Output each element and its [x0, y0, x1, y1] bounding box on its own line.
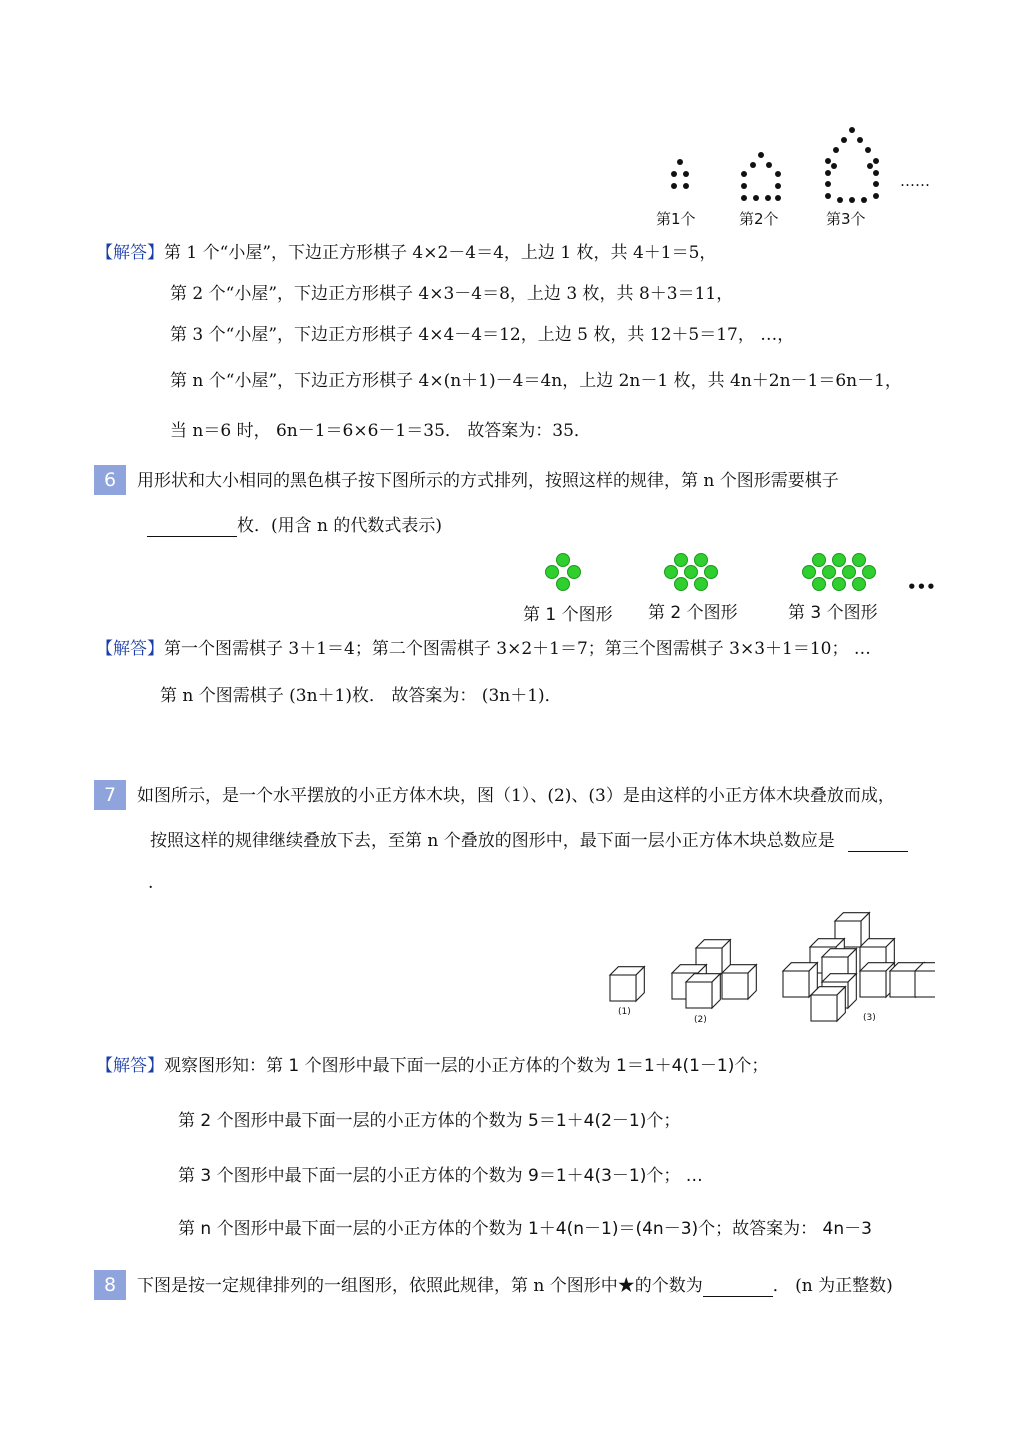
house-dot — [825, 193, 831, 199]
house-dot — [765, 195, 771, 201]
house-dot — [775, 171, 781, 177]
house-dot — [758, 152, 764, 158]
house-label-2: 第2个 — [739, 210, 779, 228]
green-dot — [695, 554, 708, 567]
cube-front — [686, 982, 712, 1008]
house-dot — [741, 195, 747, 201]
question-6-text: 用形状和大小相同的黑色棋子按下图所示的方式排列，按照这样的规律，第 n 个图形需要棋子 — [137, 471, 839, 491]
house-dot — [833, 147, 839, 153]
green-dot — [685, 566, 698, 579]
house-dot — [683, 183, 689, 189]
green-dot — [675, 578, 688, 591]
green-dot — [833, 578, 846, 591]
cube-front — [915, 971, 935, 997]
house-ellipsis: …… — [900, 172, 930, 190]
cube-label-2: (2) — [694, 1015, 707, 1025]
house-dot — [865, 147, 871, 153]
house-dot — [683, 171, 689, 177]
solution-tag: 【解答】 — [96, 639, 164, 659]
cube-figure — [600, 905, 935, 1030]
house-dot-figure — [640, 120, 940, 235]
solution-7-line-3: 第 3 个图形中最下面一层的小正方体的个数为 9＝1＋4(3－1)个； … — [178, 1166, 703, 1186]
green-dot — [833, 554, 846, 567]
house-dot — [849, 197, 855, 203]
cube-label-1: (1) — [618, 1007, 631, 1017]
green-dot — [843, 566, 856, 579]
green-dot — [863, 566, 876, 579]
green-dot-figure — [520, 548, 940, 628]
question-number-8: 8 — [94, 1270, 126, 1300]
house-label-1: 第1个 — [656, 210, 696, 228]
solution-6-line-2: 第 n 个图需棋子 (3n＋1)枚． 故答案为： (3n＋1)． — [160, 686, 562, 706]
house-dot — [775, 183, 781, 189]
cube-front — [811, 995, 837, 1021]
green-label-1: 第 1 个图形 — [523, 605, 613, 625]
house-dot — [741, 183, 747, 189]
house-dot — [867, 163, 873, 169]
house-dot — [753, 195, 759, 201]
cube-front — [860, 971, 886, 997]
green-dot — [813, 578, 826, 591]
solution-tag: 【解答】 — [96, 1056, 164, 1076]
house-dot — [677, 159, 683, 165]
house-dot — [861, 197, 867, 203]
solution-7-line-1 — [96, 1055, 768, 1077]
solution-text: 观察图形知：第 1 个图形中最下面一层的小正方体的个数为 1＝1＋4(1－1)个； — [164, 1056, 769, 1076]
house-dot — [849, 127, 855, 133]
green-dot — [823, 566, 836, 579]
question-6-line-2 — [147, 515, 442, 537]
green-dot — [813, 554, 826, 567]
solution-5-line-4: 第 n 个“小屋”，下边正方形棋子 4×(n＋1)－4＝4n，上边 2n－1 枚，共 4n＋2n－1＝6n－1， — [170, 371, 902, 391]
green-ellipsis: ••• — [907, 578, 936, 596]
green-label-3: 第 3 个图形 — [788, 603, 878, 623]
house-dot — [741, 171, 747, 177]
question-number-7: 7 — [94, 780, 126, 810]
house-dot — [766, 162, 772, 168]
house-dot — [873, 158, 879, 164]
solution-tag: 【解答】 — [96, 243, 164, 263]
solution-6-line-1 — [96, 638, 871, 660]
house-dot — [873, 193, 879, 199]
cube-front — [890, 971, 916, 997]
solution-7-line-2: 第 2 个图形中最下面一层的小正方体的个数为 5＝1＋4(2－1)个； — [178, 1111, 681, 1131]
house-dot — [825, 181, 831, 187]
question-8-tail: ． (n 为正整数) — [772, 1276, 893, 1296]
green-dot — [665, 566, 678, 579]
solution-5-line-3: 第 3 个“小屋”，下边正方形棋子 4×4－4＝12，上边 5 枚，共 12＋5＝17， …， — [170, 325, 795, 345]
question-6-suffix: 枚．(用含 n 的代数式表示) — [237, 516, 443, 536]
green-dot — [695, 578, 708, 591]
solution-text: 第 1 个“小屋”，下边正方形棋子 4×2－4＝4，上边 1 枚，共 4＋1＝5， — [164, 243, 717, 263]
green-dot — [705, 566, 718, 579]
cube-label-3: (3) — [863, 1013, 876, 1023]
green-dot — [675, 554, 688, 567]
green-dot — [557, 554, 570, 567]
solution-7-line-4: 第 n 个图形中最下面一层的小正方体的个数为 1＋4(n－1)＝(4n－3)个；故答案为： 4n－3 — [178, 1219, 872, 1239]
house-label-3: 第3个 — [826, 210, 866, 228]
question-8-text — [137, 1275, 893, 1297]
question-7-line-3: . — [148, 873, 154, 893]
house-dot — [873, 181, 879, 187]
solution-5-line-5: 当 n＝6 时， 6n－1＝6×6－1＝35． 故答案为：35． — [170, 421, 591, 441]
house-dot — [671, 171, 677, 177]
question-7-text-2: 按照这样的规律继续叠放下去，至第 n 个叠放的图形中，最下面一层小正方体木块总数应是 — [150, 831, 835, 851]
house-dot — [831, 163, 837, 169]
house-dot — [857, 137, 863, 143]
house-dot — [841, 137, 847, 143]
house-dot — [837, 197, 843, 203]
question-number-6: 6 — [94, 465, 126, 495]
solution-5-line-2: 第 2 个“小屋”，下边正方形棋子 4×3－4＝8，上边 3 枚，共 8＋3＝11， — [170, 284, 734, 304]
green-dot — [568, 566, 581, 579]
house-dot — [873, 170, 879, 176]
answer-blank[interactable] — [703, 1296, 773, 1297]
cube-stacks-svg — [600, 905, 935, 1030]
solution-text: 第一个图需棋子 3＋1＝4；第二个图需棋子 3×2＋1＝7；第三个图需棋子 3×3＋1＝10； … — [164, 639, 871, 659]
green-dot — [557, 578, 570, 591]
green-dots-svg — [520, 548, 940, 600]
answer-blank[interactable] — [848, 851, 908, 852]
question-7-line-2 — [150, 830, 908, 852]
green-dot — [853, 554, 866, 567]
cube-front — [722, 973, 748, 999]
house-dot — [671, 183, 677, 189]
solution-5-line-1 — [96, 242, 716, 264]
house-dot — [775, 195, 781, 201]
cube-front — [610, 975, 636, 1001]
green-dot — [546, 566, 559, 579]
green-dot — [803, 566, 816, 579]
house-dot — [750, 162, 756, 168]
green-dot — [853, 578, 866, 591]
answer-blank[interactable] — [147, 536, 237, 537]
question-7-text: 如图所示，是一个水平摆放的小正方体木块，图（1）、(2)、(3）是由这样的小正方体木块叠放而成， — [137, 786, 895, 806]
cube-front — [783, 971, 809, 997]
question-8-body: 下图是按一定规律排列的一组图形，依照此规律，第 n 个图形中★的个数为 — [137, 1276, 703, 1296]
house-dot — [825, 158, 831, 164]
house-dot — [825, 170, 831, 176]
green-label-2: 第 2 个图形 — [648, 603, 738, 623]
